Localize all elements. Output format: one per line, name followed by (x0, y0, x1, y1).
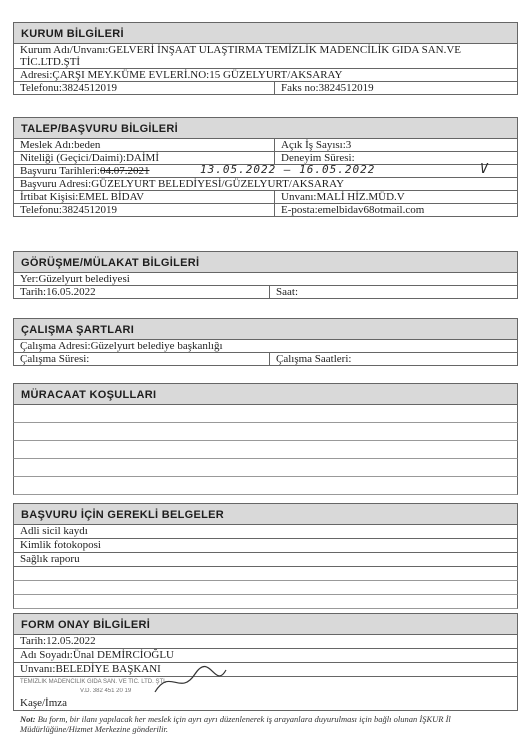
onay-tarih-row (13, 635, 518, 649)
onay-adsoyad: Adı Soyadı:Ünal DEMİRCİOĞLU (20, 649, 174, 661)
handwritten-dates: 13.05.2022 – 16.05.2022 (200, 163, 376, 176)
footnote-text: Bu form, bir ilanı yapılacak her meslek için ayrı ayrı düzenlenerek iş arayanlara duyurulması için bağlı olunan İŞKUR İl Müdürlüğüne/Hizmet Merkezine gönderilir. (20, 714, 451, 734)
kurum-unvan-row (13, 44, 518, 69)
kurum-adres-row (13, 69, 518, 82)
calisma-adresi: Çalışma Adresi:Güzelyurt belediye başkanlığı (20, 340, 223, 352)
handwritten-checkmark: V (480, 162, 489, 177)
belge-blank-1 (13, 567, 518, 581)
muracaat-line-4 (13, 459, 518, 477)
muracaat-line-1 (13, 405, 518, 423)
acik-is-sayisi: Açık İş Sayısı:3 (274, 139, 517, 151)
onay-adsoyad-row (13, 649, 518, 663)
belge-item: Adli sicil kaydı (20, 525, 88, 537)
onay-unvan: Unvanı:BELEDİYE BAŞKANI (20, 663, 161, 675)
footnote (20, 714, 520, 734)
talep-telefon: Telefonu:3824512019 (20, 204, 117, 216)
belge-row-2 (13, 539, 518, 553)
gorusme-yer: Yer:Güzelyurt belediyesi (20, 273, 130, 285)
kurum-unvan: Kurum Adı/Unvanı:GELVERİ İNŞAAT ULAŞTIRMA TEMİZLİK MADENCİLİK GIDA SAN.VE TİC.LTD.ŞTİ (20, 44, 462, 68)
company-stamp: TEMİZLİK MADENCİLİK GIDA SAN. VE TİC. LTD. ŞTİ. (20, 679, 167, 685)
calisma-suresi: Çalışma Süresi: (20, 353, 90, 365)
section-header-muracaat: MÜRACAAT KOŞULLARI (13, 383, 518, 405)
muracaat-line-3 (13, 441, 518, 459)
belge-blank-3 (13, 595, 518, 609)
belge-blank-2 (13, 581, 518, 595)
gorusme-saat: Saat: (269, 286, 517, 298)
section-header-onay: FORM ONAY BİLGİLERİ (13, 613, 518, 635)
section-header-talep: TALEP/BAŞVURU BİLGİLERİ (13, 117, 518, 139)
gorusme-tarih-row (13, 286, 518, 299)
belge-item: Sağlık raporu (20, 553, 80, 565)
company-stamp-vd: V.D. 382 451 20 19 (80, 688, 132, 694)
meslek-adi: Meslek Adı:beden (20, 139, 101, 151)
calisma-saatleri: Çalışma Saatleri: (269, 353, 517, 365)
talep-row-5 (13, 191, 518, 204)
kase-imza: Kaşe/İmza (20, 697, 68, 709)
basvuru-tarih-struck: 04.07.2021 (99, 165, 150, 177)
irtibat-unvani: Unvanı:MALİ HİZ.MÜD.V (274, 191, 517, 203)
belge-item: Kimlik fotokoposi (20, 539, 101, 551)
niteligi: Niteliği (Geçici/Daimi):DAİMİ (20, 152, 159, 164)
section-header-kurum: KURUM BİLGİLERİ (13, 22, 518, 44)
talep-row-1 (13, 139, 518, 152)
calisma-sure-row (13, 353, 518, 366)
onay-unvan-row (13, 663, 518, 677)
deneyim-suresi: Deneyim Süresi: (274, 152, 517, 164)
section-header-gorusme: GÖRÜŞME/MÜLAKAT BİLGİLERİ (13, 251, 518, 273)
onay-tarih: Tarih:12.05.2022 (20, 635, 96, 647)
talep-row-6 (13, 204, 518, 217)
kurum-telefon: Telefonu:3824512019 (20, 82, 117, 94)
belge-row-3 (13, 553, 518, 567)
gorusme-yer-row (13, 273, 518, 286)
section-header-belgeler: BAŞVURU İÇİN GEREKLİ BELGELER (13, 503, 518, 525)
belge-row-1 (13, 525, 518, 539)
muracaat-line-2 (13, 423, 518, 441)
section-header-calisma: ÇALIŞMA ŞARTLARI (13, 318, 518, 340)
kurum-telefon-row (13, 82, 518, 95)
signature-mark (150, 662, 230, 702)
irtibat-kisisi: İrtibat Kişisi:EMEL BİDAV (20, 191, 145, 203)
footnote-label: Not: (20, 714, 36, 724)
gorusme-tarih: Tarih:16.05.2022 (20, 286, 96, 298)
kurum-faks: Faks no:3824512019 (274, 82, 517, 94)
basvuru-tarih-label: Başvuru Tarihleri: (20, 165, 100, 177)
basvuru-adresi: Başvuru Adresi:GÜZELYURT BELEDİYESİ/GÜZELYURT/AKSARAY (20, 178, 345, 190)
talep-row-4 (13, 178, 518, 191)
calisma-adres-row (13, 340, 518, 353)
kurum-adres: Adresi:ÇARŞI MEY.KÜME EVLERİ.NO:15 GÜZELYURT/AKSARAY (20, 69, 343, 81)
eposta: E-posta:emelbidav68otmail.com (274, 204, 517, 216)
muracaat-line-5 (13, 477, 518, 495)
